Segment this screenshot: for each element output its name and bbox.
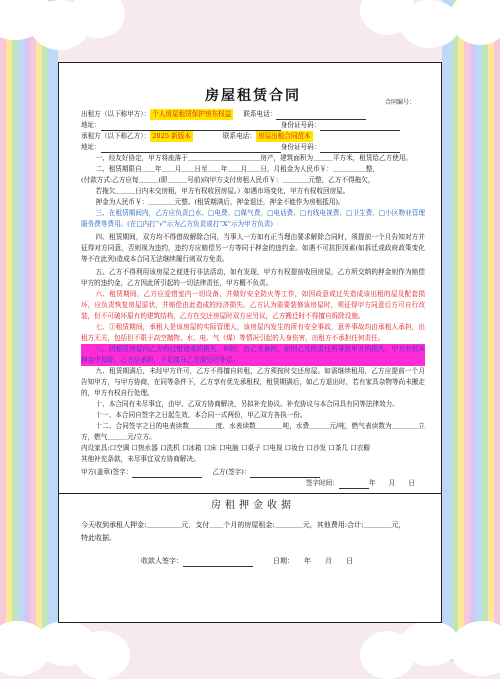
lessor-address-label: 地址： [81,121,101,129]
clause-2a: 二、租赁期限自＿＿年＿＿月＿＿日至＿＿年＿＿月＿＿日，月租金为人民币￥：＿＿＿＿＿整， [95,165,380,173]
clause-7-safety: 七、①租赁期间，承租人是该房屋的实际管理人，该房屋内发生的所有安全事故，意外事故均由承租人承担，出租方无关，包括但不限于高空抛物、水、电、气（煤）等情况引起的人身伤害，出租方不承担任何责任。 [81,323,425,342]
clause-6: 六、租赁期间，乙方应爱惜室内一切设备，并做好安全防火等工作，如因故意或过失造成该出租的屋及配套损坏，应负责恢复房屋原状，并赔偿由此造成的经济损失。乙方认为需要装修该房屋时，须征得甲方同意后方可自行改装，但不可破坏原有的建筑结构，乙方在交还房屋时双方应另议，乙方搬迁时不得擅自拆除设施。 [81,290,425,320]
lessor-id-label: 身份证号码： [280,121,321,129]
lessee-address-label: 地址： [81,143,101,151]
party-a-sign-field[interactable] [132,469,202,478]
section-divider [59,493,441,494]
lessor-id-field[interactable] [320,122,400,131]
lessee-id-label: 身份证号码： [280,143,321,151]
receipt-signer-label: 收款人签字： [141,557,183,565]
right-rainbow-border [442,0,500,661]
other-terms: 其他补充条款，未尽事宜双方协商解决。 [81,455,200,463]
party-a-sign-label: 甲方(盖章)签字： [81,468,133,476]
contract-number-label: 合同编号： [384,99,415,106]
signature-row [81,467,425,478]
receipt-sign-row [81,553,425,567]
lessor-address-row [81,120,425,131]
sign-time-field[interactable] [339,480,369,489]
lessee-row [81,131,425,142]
lessor-tel-field[interactable] [276,111,366,120]
lessee-id-field[interactable] [320,144,400,153]
lessor-row [81,109,425,120]
lessor-name: 个人房屋租赁保护房东权益 [152,110,232,118]
left-rainbow-border [0,0,58,661]
clause-5: 五、乙方不得利用该房屋之便进行非法活动，如有发现，甲方有权提前收回房屋，乙方所交纳的押金则作为赔偿甲方的违约金，乙方因此所引起的一切法律责任，甲方概不负责。 [81,268,425,287]
sign-date-row [81,478,425,489]
sign-time-label: 签字时间： [305,479,339,487]
clause-9: 九、租赁期满后，未经甲方许可，乙方不得擅自转租，乙方须按时交还房屋。如需继续租用，乙方应提前一个月告知甲方，与甲方协商，在同等条件下，乙方享有优先承租权，租赁期满后，如乙方退出时，若有家具杂物等尚未搬走的，甲方有权自行处理。 [81,367,425,397]
receipt-date-tail: 年 月 日 [304,557,353,565]
clause-4: 四、租赁期间，双方均不得借故解除合同，当事人一方如有正当理由要求解除合同时，须提前一个月告知对方并征得对方同意，否则视为违约，违约方应赔偿另一方等同于押金的违约金。如遇不可抗拒因素(如拆迁或政府政策变化等不在此列)造成本合同无法继续履行则双方免责。 [81,233,425,263]
contract-title: 房屋租赁合同 [205,88,301,104]
party-b-sign-label: 乙方(签字)： [212,468,251,476]
lessee-address-field[interactable] [101,144,281,153]
receipt-signer-field[interactable] [183,558,253,567]
cloud-top-right [360,0,500,60]
clause-3: 三、在租赁期间内，乙方应负责□水、□电费、□煤气费、□电话费、□有线电视费、□卫生费、□小区物业管理服务费等费用。(在□内打“√”示为乙方负责或打“X”示为甲方负责) [81,209,425,228]
lessor-tel-label: 联系电话： [243,110,277,118]
lessee-address-row [81,142,425,153]
clause-2b: (付款方式:乙方应每＿＿＿(即＿＿＿号前)向甲方支付房租人民币￥：＿＿＿＿元整，乙方不得拖欠， [81,176,375,184]
cloud-top-left [0,0,130,60]
clause-12: 十二、合同签字之日的电表读数＿＿＿＿度、水表读数＿＿＿＿吨，水费＿＿＿元/吨，燃气表读数为＿＿＿＿立方，燃气＿＿＿元/立方。 [81,422,425,441]
furniture-list: 内设家具:口空调 口热水器 口洗机 口冰箱 口床 口电脑 口桌子 口电视 口妆台 口沙发 口茶几 口衣橱 [81,444,371,452]
receipt-title: 房租押金收据 [211,500,295,511]
lessee-tel-label: 联系电话： [222,132,256,140]
clause-10: 十、本合同有未尽事宜，由甲、乙双方协商解决，另拟补充协议。补充协议与本合同具有同等法律效力。 [95,400,399,408]
sign-date-suffix: 年 月 日 [368,479,415,487]
lessor-address-field[interactable] [101,122,281,131]
receipt-date-label: 日期： [273,557,294,565]
clause-2c: 若拖欠＿＿＿日内未交房租，甲方有权收回房屋。）如遇市场变化，甲方有权收回房屋。 [95,187,350,195]
lessee-id-value: 房屋出租合同范本 [257,132,311,140]
lessee-label: 承租方（以下称乙方）： [81,132,151,140]
contract-paper [58,62,442,623]
clause-2d: 押金为人民币￥：＿＿＿＿元整。(租赁期满后，押金退还，押金不能作为房租抵用)。 [95,198,345,206]
clause-11: 十一、本合同自签字之日起生效，本合同一式两份，甲乙双方各执一份。 [95,411,307,419]
lessor-label: 出租方（以下称甲方）： [81,110,151,118]
receipt-line-2: 特此收据。 [81,534,116,542]
receipt-line-1: 今天收到承租人押金:＿＿＿＿＿元，支付＿＿个月的房屋租金:＿＿＿＿元，其他费用:合计:＿＿＿＿元， [81,521,406,529]
lessee-name: 2025 新版本 [152,132,191,140]
clause-1: 一、经友好协定，甲方将座落于＿＿＿＿＿＿＿＿＿＿＿房产，建筑面积为＿＿＿平方米，租赁给乙方使用。 [95,154,413,162]
party-b-sign-field[interactable] [250,469,320,478]
clause-8-highlighted: 八、因租赁房屋内乙方的过错造成的损失、纠纷，由乙方承担。如因乙方的责任所导致甲方的损失，甲方有权从押金中扣除，乙方应承担，不足部分乙方需另行补足。 [81,345,425,364]
